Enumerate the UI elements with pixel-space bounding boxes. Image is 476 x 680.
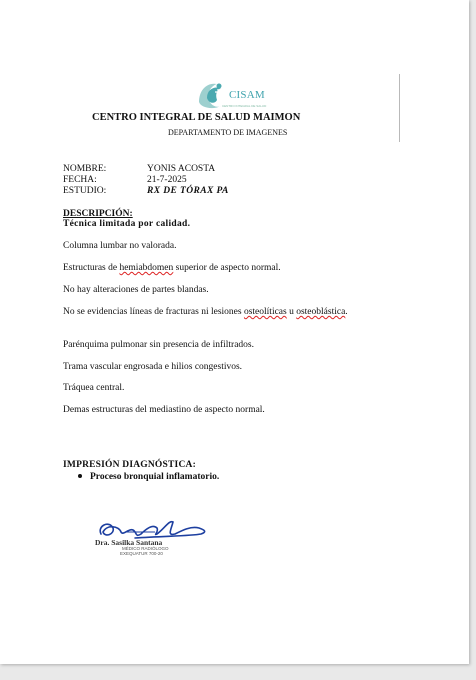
finding-line — [63, 263, 363, 274]
logo-text: CISAM — [229, 89, 265, 101]
description-heading: DESCRIPCIÓN: — [63, 209, 133, 219]
signer-name: Dra. Sasilka Santana — [95, 538, 163, 547]
quality-note: Técnica limitada por calidad. — [63, 219, 191, 229]
finding-line: Trama vascular engrosada e hilios congestivos. — [63, 362, 243, 372]
study-label: ESTUDIO: — [63, 186, 107, 196]
name-label: NOMBRE: — [63, 164, 107, 174]
name-value: YONIS ACOSTA — [147, 164, 216, 174]
text-span: u — [286, 307, 297, 317]
finding-line: No hay alteraciones de partes blandas. — [63, 285, 209, 295]
finding-line: Parénquima pulmonar sin presencia de infiltrados. — [63, 340, 255, 350]
page-margin-marker — [399, 74, 400, 142]
finding-line: Demas estructuras del mediastino de aspecto normal. — [63, 405, 265, 415]
finding-line: Columna lumbar no valorada. — [63, 241, 177, 251]
study-value: RX DE TÓRAX PA — [147, 186, 229, 196]
date-label: FECHA: — [63, 175, 97, 185]
misspelled-word: osteoblástica — [296, 307, 346, 317]
finding-line — [63, 307, 363, 318]
text-span: No se evidencias líneas de fracturas ni lesiones — [63, 307, 244, 317]
bullet-icon — [78, 474, 82, 478]
text-span: . — [345, 307, 348, 317]
misspelled-word: hemiabdomen — [119, 263, 174, 273]
signer-exequatur: EXEQUATUR 700-20 — [120, 551, 163, 556]
date-value: 21-7-2025 — [147, 175, 187, 185]
misspelled-word: osteolíticas — [243, 307, 287, 317]
department-subtitle: DEPARTAMENTO DE IMAGENES — [168, 128, 288, 137]
impression-heading: IMPRESIÓN DIAGNÓSTICA: — [63, 460, 196, 470]
text-span: Estructuras de — [63, 263, 120, 273]
finding-line: Tráquea central. — [63, 383, 125, 393]
impression-text: Proceso bronquial inflamatorio. — [90, 472, 220, 482]
impression-item — [78, 472, 219, 482]
signer-role: MÉDICO RADIÓLOGO — [122, 546, 169, 551]
text-span: superior de aspecto normal. — [173, 263, 281, 273]
logo-tagline: CENTRO INTEGRAL DE SALUD — [222, 104, 267, 108]
document-title: CENTRO INTEGRAL DE SALUD MAIMON — [92, 112, 301, 123]
